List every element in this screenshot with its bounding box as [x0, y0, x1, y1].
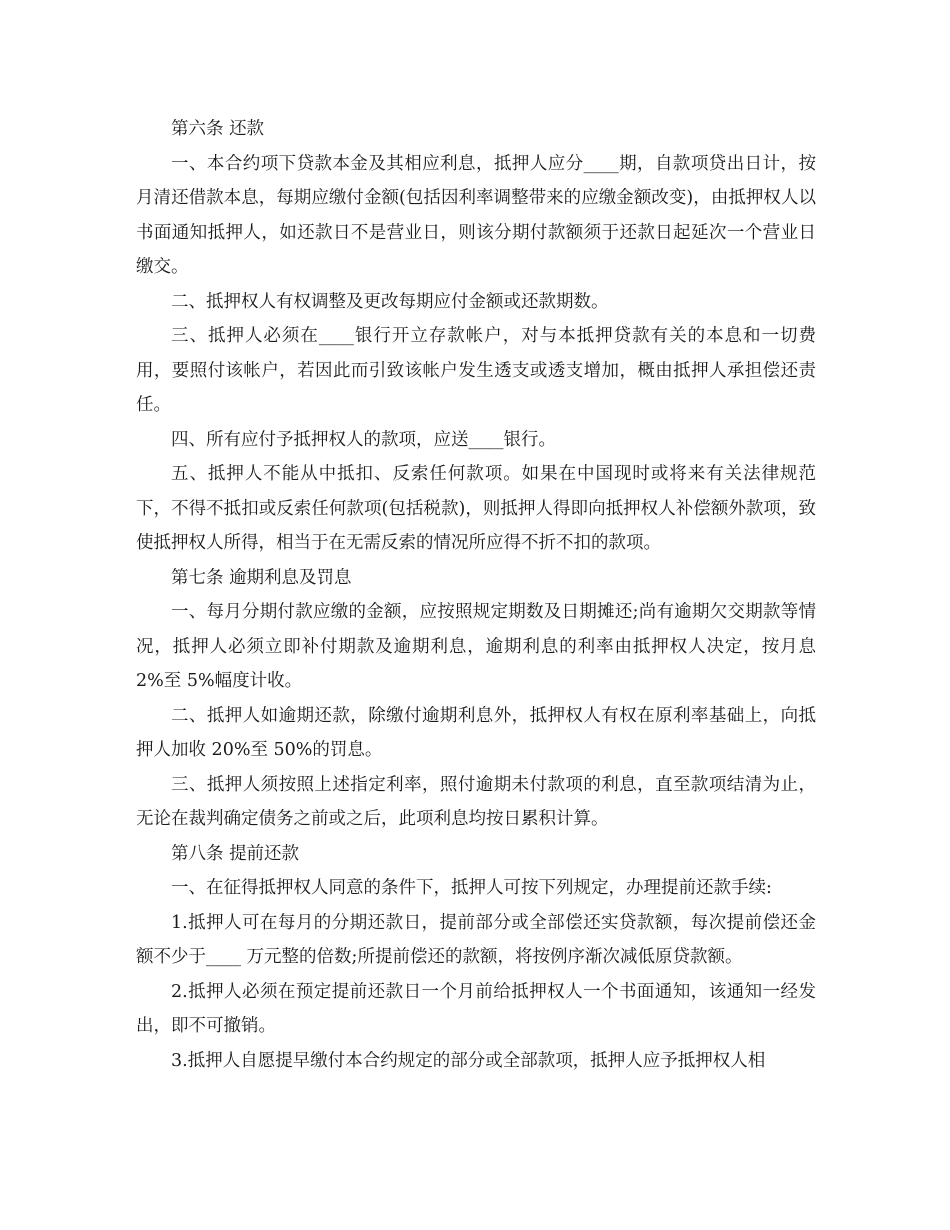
article-8-item-2: 2.抵押人必须在预定提前还款日一个月前给抵押权人一个书面通知，该通知一经发出，即不可撤销。 — [136, 981, 816, 1036]
article-6-clause-2: 二、抵押权人有权调整及更改每期应付金额或还款期数。 — [171, 291, 609, 312]
article-7-clause-1: 一、每月分期付款应缴的金额，应按照规定期数及日期摊还;尚有逾期欠交期款等情况，抵押人必须立即补付期款及逾期利息，逾期利息的利率由抵押权人决定，按月息 2%至 5%幅度计收。 — [136, 602, 816, 691]
article-8-item-1: 1.抵押人可在每月的分期还款日，提前部分或全部偿还实贷款额，每次提前偿还金额不少于____ 万元整的倍数;所提前偿还的款额，将按例序渐次减低原贷款额。 — [136, 912, 816, 967]
article-6-clause-5: 五、抵押人不能从中抵扣、反索任何款项。如果在中国现时或将来有关法律规范下，不得不抵扣或反索任何款项(包括税款)，则抵押人得即向抵押权人补偿额外款项，致使抵押权人所得，相当于在无需反索的情况所应得不折不扣的款项。 — [136, 464, 816, 553]
article-7-heading: 第七条 逾期利息及罚息 — [171, 567, 352, 588]
article-7-clause-2: 二、抵押人如逾期还款，除缴付逾期利息外，抵押权人有权在原利率基础上，向抵押人加收 20%至 50%的罚息。 — [136, 705, 816, 760]
article-6-heading: 第六条 还款 — [171, 119, 265, 139]
article-7-clause-3: 三、抵押人须按照上述指定利率，照付逾期未付款项的利息，直至款项结清为止，无论在裁判确定债务之前或之后，此项利息均按日累积计算。 — [136, 774, 816, 829]
article-8-item-3: 3.抵押人自愿提早缴付本合约规定的部分或全部款项，抵押人应予抵押权人相 — [171, 1050, 766, 1071]
article-8-clause-1: 一、在征得抵押权人同意的条件下，抵押人可按下列规定，办理提前还款手续: — [171, 878, 772, 898]
article-8-heading: 第八条 提前还款 — [171, 843, 300, 864]
article-6-clause-3: 三、抵押人必须在____银行开立存款帐户，对与本抵押贷款有关的本息和一切费用，要照付该帐户，若因此而引致该帐户发生透支或透支增加，概由抵押人承担偿还责任。 — [136, 326, 816, 415]
article-6-clause-1: 一、本合约项下贷款本金及其相应利息，抵押人应分____期，自款项贷出日计，按月清还借款本息，每期应缴付金额(包括因利率调整带来的应缴金额改变)，由抵押权人以书面通知抵押人，如还款日不是营业日，则该分期付款额须于还款日起延次一个营业日缴交。 — [136, 153, 816, 277]
document-body — [136, 112, 816, 1078]
article-6-clause-4: 四、所有应付予抵押权人的款项，应送____银行。 — [171, 429, 556, 450]
